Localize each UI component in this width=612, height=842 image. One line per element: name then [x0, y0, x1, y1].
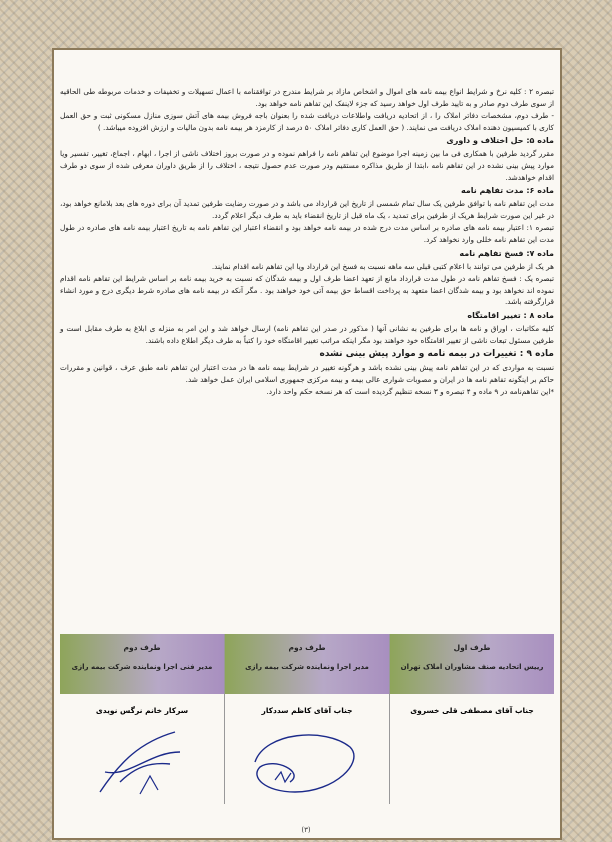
signature-area — [60, 694, 224, 804]
paragraph: هر یک از طرفین می توانند با اعلام کتبی قبلی سه ماهه نسبت به فسخ این قرارداد ویا این تفاهم نامه اقدام نمایند. — [211, 261, 554, 271]
signature-area — [390, 694, 554, 804]
paragraph: تبصره ۲ : کلیه نرخ و شرایط انواع بیمه نامه های اموال و اشخاص مازاد بر شرایط مندرج در توافقنامه با اعمال تسهیلات و تخفیفات و خدمات مربوطه طی الحاقیه از سوی طرف دوم صادر و به تایید طرف اول خواهد رسید که جزء لاینفک این تفاهم نامه خواهد بود. — [60, 87, 554, 108]
document-body — [60, 86, 554, 399]
paragraph: مقرر گردید طرفین با همکاری فی ما بین زمینه اجرا موضوع این تفاهم نامه را فراهم نموده و در صورت بروز اختلاف ناشی از اجرا ، ابهام ، اجماع، تغییر، تفسیر ویا موارد پیش بینی نشده در این تفاهم نامه ،ابتدا از طریق مذاکره مستقیم ودر صورت عدم حصول نتیجه ، اختلاف را از طریق داوران معرفی شده از سوی دو طرف اقدام خواهدشد. — [60, 149, 554, 182]
paragraph: *این تفاهم‌نامه در ۹ ماده و ۴ تبصره و ۳ نسخه تنظیم گردیده است که هر نسخه حکم واحد دارد. — [266, 387, 554, 397]
party-label: طرف دوم — [288, 643, 326, 652]
party-header — [225, 634, 389, 694]
section-heading: ماده ۹ : تغییرات در بیمه نامه و موارد پیش بینی نشده — [319, 349, 554, 360]
signature-column-party-1 — [389, 634, 554, 804]
signature-area — [225, 694, 389, 804]
paragraph: - طرف دوم، مشخصات دفاتر املاک را ، از اتحادیه دریافت واطلاعات دریافت شده را بعنوان باجه فروش بیمه های آتش سوزی منازل مسکونی ثبت و حق العمل کاری با کمیسیون دهنده املاک دریافت می نمایند. ( حق العمل کاری دفاتر املاک ۵۰ درصد از کارمزد هر بیمه نامه بدون مالیات و ارزش افزوده میباشد. ) — [60, 111, 554, 132]
section-heading: ماده ۷: فسخ تفاهم نامه — [459, 248, 554, 258]
party-role: رییس اتحادیه صنف مشاوران املاک تهران — [400, 663, 544, 671]
paragraph: تبصره ۱: اعتبار بیمه نامه های صادره بر اساس مدت درج شده در بیمه نامه خواهد بود و انقضاء اعتبار این تفاهم نامه به تاریخ اعتبار بیمه نامه های صادره در طول مدت این تفاهم نامه خللی وارد نخواهد کرد. — [60, 223, 554, 244]
party-header — [60, 634, 224, 694]
party-label: طرف اول — [453, 643, 491, 652]
party-role: مدیر فنی اجرا ونماینده شرکت بیمه رازی — [71, 663, 213, 671]
signatory-name: سرکار خانم نرگس نویدی — [95, 706, 189, 715]
paragraph: مدت این تفاهم نامه با توافق طرفین یک سال تمام شمسی از تاریخ این قرارداد می باشد و در صورت رضایت طرفین تمدید آن برای دوره های بعد بلامانع خواهد بود، در غیر این صورت شرایط هریک از طرفین برای تمدید ، یک ماه قبل از تاریخ انقضاء باید به طرف دیگر اعلام گردد. — [60, 199, 554, 220]
signatory-name: جناب آقای مصطفی قلی خسروی — [410, 706, 534, 715]
section-heading: ماده ۵: حل اختلاف و داوری — [446, 136, 554, 146]
page-number: (۳) — [301, 826, 311, 834]
signatory-name: جناب آقای کاظم سددکار — [261, 706, 353, 715]
handwritten-signature — [245, 722, 365, 802]
party-header — [390, 634, 554, 694]
signature-column-party-3 — [60, 634, 224, 804]
paragraph: کلیه مکاتبات ، اوراق و نامه ها برای طرفین به نشانی آنها ( مذکور در صدر این تفاهم نامه) ارسال خواهد شد و این امر به منزله ی ابلاغ به طرف مقابل است و طرفین مسئول تبعات ناشی از تغییر اقامتگاه خود خواهند بود مگر اینکه مراتب تغییر اقامتگاه خود را کتباً به طرف دیگر اطلاع داده باشند. — [60, 323, 554, 345]
signature-column-party-2 — [224, 634, 389, 804]
paragraph: نسبت به مواردی که در این تفاهم نامه پیش بینی نشده باشد و هرگونه تغییر در شرایط بیمه نامه ها در مدت اعتبار این تفاهم نامه طبق عرف ، قوانین و مقررات حاکم بر اینگونه تفاهم نامه ها در ایران و مصوبات شواری عالی بیمه و بیمه مرکزی جمهوری اسلامی ایران عمل خواهد شد. — [60, 363, 554, 384]
party-role: مدیر اجرا ونماینده شرکت بیمه رازی — [245, 663, 369, 671]
handwritten-signature — [80, 722, 200, 802]
party-label: طرف دوم — [123, 643, 161, 652]
section-heading: ماده ۸ : تغییر اقامتگاه — [467, 310, 554, 320]
section-heading: ماده ۶: مدت تفاهم نامه — [460, 186, 554, 196]
signature-table — [60, 634, 554, 804]
paragraph: تبصره یک : فسخ تفاهم نامه در طول مدت قرارداد مانع از تعهد اعضا طرف اول و بیمه شدگان که نسبت به خرید بیمه نامه بر اساس شرایط این تفاهم نامه اقدام نموده اند نخواهد بود و بیمه شدگان اعضا متعهد به پرداخت اقساط حق بیمه آتی خود خواهند بود . مگر آنکه در بیمه نامه های صادره شرط دیگری درج و مورد انشاء قرارگرفته باشد. — [60, 274, 554, 307]
